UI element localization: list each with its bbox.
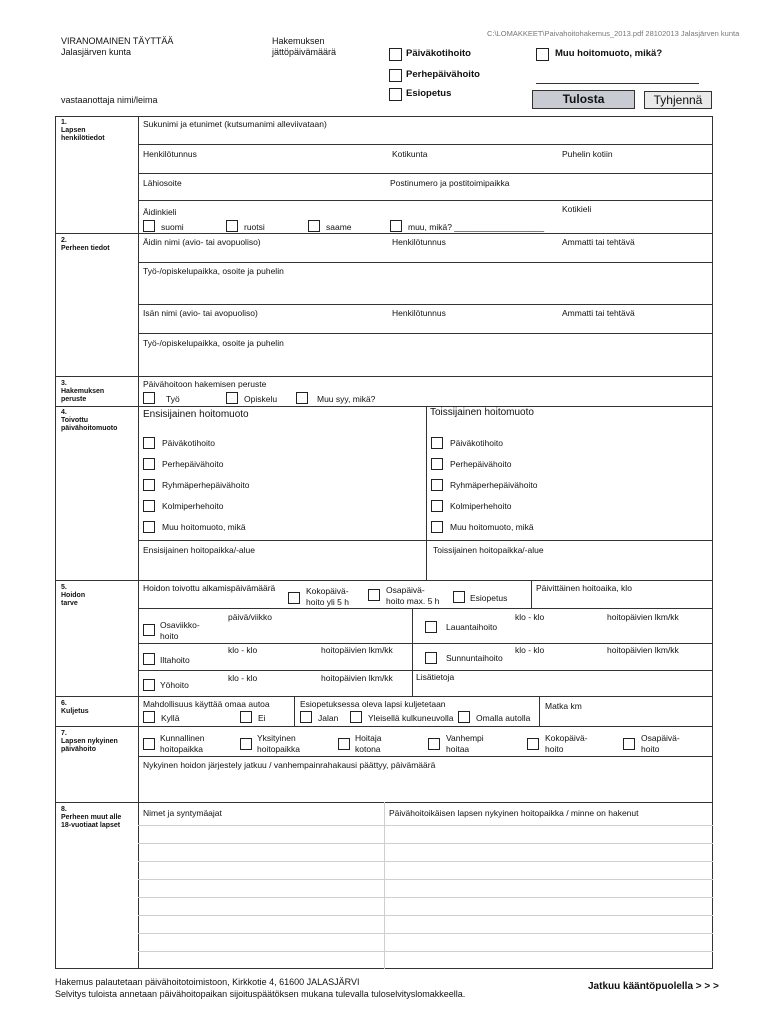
section-5-number: 5. xyxy=(61,584,67,591)
current-option-label: Kokopäivä- xyxy=(545,733,588,743)
sunday-klo-label: klo - klo xyxy=(515,645,545,655)
section-divider xyxy=(55,726,713,727)
primary-family-checkbox[interactable] xyxy=(143,458,155,470)
s5-preschool-checkbox[interactable] xyxy=(453,591,465,603)
header-family-checkbox[interactable] xyxy=(389,69,402,82)
section-3-number: 3. xyxy=(61,380,67,387)
section-6-number: 6. xyxy=(61,700,67,707)
row-line xyxy=(138,643,713,644)
section-divider xyxy=(55,233,713,234)
clear-button[interactable]: Tyhjennä xyxy=(644,91,712,109)
secondary-option-label: Päiväkotihoito xyxy=(450,438,503,448)
car-yes-checkbox[interactable] xyxy=(143,711,155,723)
siblings-row-line[interactable] xyxy=(138,951,713,952)
fullday-label-2: hoito yli 5 h xyxy=(306,597,349,607)
child-address-label: Lähiosoite xyxy=(143,178,182,188)
fullday-checkbox[interactable] xyxy=(288,592,300,604)
start-date-label: Hoidon toivottu alkamispäivämäärä xyxy=(143,583,276,593)
night-days-label: hoitopäivien lkm/kk xyxy=(321,673,393,683)
section-column-divider xyxy=(138,116,139,969)
reason-label: Päivähoitoon hakemisen peruste xyxy=(143,379,267,389)
child-postal-label: Postinumero ja postitoimipaikka xyxy=(390,178,510,188)
siblings-row-line[interactable] xyxy=(138,861,713,862)
public-transport-checkbox[interactable] xyxy=(350,711,362,723)
current-nanny-checkbox[interactable] xyxy=(338,738,350,750)
siblings-row-line[interactable] xyxy=(138,843,713,844)
section-7-title: Lapsen nykyinen päivähoito xyxy=(61,738,118,753)
section-3-title: Hakemuksen peruste xyxy=(61,388,105,403)
car-yes-label: Kyllä xyxy=(161,713,180,723)
current-option-label: Vanhempi xyxy=(446,733,484,743)
lang-finnish-label: suomi xyxy=(161,222,184,232)
child-phone-label: Puhelin kotiin xyxy=(562,149,613,159)
print-button[interactable]: Tulosta xyxy=(532,90,635,109)
primary-three-family-checkbox[interactable] xyxy=(143,500,155,512)
siblings-row-line[interactable] xyxy=(138,879,713,880)
row-line xyxy=(138,670,713,671)
row-line xyxy=(138,200,713,201)
section-8-number: 8. xyxy=(61,806,67,813)
current-option-label: hoitopaikka xyxy=(257,744,301,754)
secondary-other-checkbox[interactable] xyxy=(431,521,443,533)
child-ssn-label: Henkilötunnus xyxy=(143,149,197,159)
siblings-column-divider xyxy=(384,802,385,969)
secondary-place-label: Toissijainen hoitopaikka/-alue xyxy=(433,545,544,555)
siblings-names-label: Nimet ja syntymäajat xyxy=(143,808,222,818)
fullday-label-1: Kokopäivä- xyxy=(306,586,349,596)
file-path-text: C:\LOMAKKEET\Paivahoitohakemus_2013.pdf 28102013 Jalasjärven kunta xyxy=(487,29,740,38)
partday-checkbox[interactable] xyxy=(368,589,380,601)
row-line xyxy=(138,144,713,145)
primary-option-label: Päiväkotihoito xyxy=(162,438,215,448)
distance-label: Matka km xyxy=(545,701,582,711)
current-parent-checkbox[interactable] xyxy=(428,738,440,750)
secondary-group-family-checkbox[interactable] xyxy=(431,479,443,491)
primary-group-family-checkbox[interactable] xyxy=(143,479,155,491)
row-line xyxy=(138,540,713,541)
secondary-option-label: Muu hoitomuoto, mikä xyxy=(450,522,534,532)
receiver-label: vastaanottaja nimi/leima xyxy=(61,95,158,105)
own-car-label: Mahdollisuus käyttää omaa autoa xyxy=(143,699,270,709)
own-car-checkbox[interactable] xyxy=(458,711,470,723)
primary-other-checkbox[interactable] xyxy=(143,521,155,533)
evening-checkbox[interactable] xyxy=(143,653,155,665)
section-4-title: Toivottu päivähoitomuoto xyxy=(61,417,118,432)
car-no-checkbox[interactable] xyxy=(240,711,252,723)
section-2-number: 2. xyxy=(61,237,67,244)
row-line xyxy=(138,304,713,305)
father-ssn-label: Henkilötunnus xyxy=(392,308,446,318)
evening-label: Iltahoito xyxy=(160,655,190,665)
section-1-number: 1. xyxy=(61,119,67,126)
reason-other-checkbox[interactable] xyxy=(296,392,308,404)
reason-other-label: Muu syy, mikä? xyxy=(317,394,376,404)
preschool-transport-label: Esiopetuksessa oleva lapsi kuljetetaan xyxy=(300,699,446,709)
sunday-days-label: hoitopäivien lkm/kk xyxy=(607,645,679,655)
cell-divider xyxy=(531,580,532,608)
header-daycare-label: Päiväkotihoito xyxy=(406,48,471,59)
secondary-family-checkbox[interactable] xyxy=(431,458,443,470)
header-other-checkbox[interactable] xyxy=(536,48,549,61)
section-2-title: Perheen tiedot xyxy=(61,245,110,252)
current-option-label: Yksityinen xyxy=(257,733,296,743)
daily-time-label: Päivittäinen hoitoaika, klo xyxy=(536,583,632,593)
current-option-label: kotona xyxy=(355,744,381,754)
section-4-number: 4. xyxy=(61,409,67,416)
saturday-klo-label: klo - klo xyxy=(515,612,545,622)
siblings-place-label: Päivähoitoikäisen lapsen nykyinen hoitopaikka / minne on hakenut xyxy=(389,808,639,818)
partday-label-1: Osapäivä- xyxy=(386,585,425,595)
saturday-label: Lauantaihoito xyxy=(446,622,498,632)
current-private-checkbox[interactable] xyxy=(240,738,252,750)
lang-sami-checkbox[interactable] xyxy=(308,220,320,232)
section-8-title: Perheen muut alle 18-vuotiaat lapset xyxy=(61,814,122,829)
reason-study-label: Opiskelu xyxy=(244,394,278,404)
lang-sami-label: saame xyxy=(326,222,352,232)
header-preschool-label: Esiopetus xyxy=(406,88,452,99)
lang-other-checkbox[interactable] xyxy=(390,220,402,232)
night-klo-label: klo - klo xyxy=(228,673,258,683)
section-divider xyxy=(55,406,713,407)
current-option-label: Osapäivä- xyxy=(641,733,680,743)
reason-study-checkbox[interactable] xyxy=(226,392,238,404)
authority-title: VIRANOMAINEN TÄYTTÄÄ xyxy=(61,36,174,46)
footer-income-note: Selvitys tuloista annetaan päivähoitopaikan sijoituspäätöksen mukana tulevalla tuloselvityslomakkeella. xyxy=(55,989,466,999)
current-continues-label: Nykyinen hoidon järjestely jatkuu / vanhempainrahakausi päättyy, päivämäärä xyxy=(143,760,436,770)
header-daycare-checkbox[interactable] xyxy=(389,48,402,61)
current-option-label: Kunnallinen xyxy=(160,733,205,743)
siblings-row-line[interactable] xyxy=(138,933,713,934)
siblings-row-line[interactable] xyxy=(138,897,713,898)
lang-swedish-label: ruotsi xyxy=(244,222,265,232)
secondary-three-family-checkbox[interactable] xyxy=(431,500,443,512)
lang-swedish-checkbox[interactable] xyxy=(226,220,238,232)
days-week-label: päivä/viikko xyxy=(228,612,272,622)
secondary-daycare-checkbox[interactable] xyxy=(431,437,443,449)
lang-finnish-checkbox[interactable] xyxy=(143,220,155,232)
row-line xyxy=(138,333,713,334)
section-1-title: Lapsen henkilötiedot xyxy=(61,127,105,142)
lang-other-label: muu, mikä? ___________________ xyxy=(408,222,545,232)
mother-name-label: Äidin nimi (avio- tai avopuoliso) xyxy=(143,237,261,247)
father-occupation-label: Ammatti tai tehtävä xyxy=(562,308,635,318)
saturday-days-label: hoitopäivien lkm/kk xyxy=(607,612,679,622)
section-divider xyxy=(55,696,713,697)
public-transport-label: Yleisellä kulkuneuvolla xyxy=(368,713,454,723)
night-label: Yöhoito xyxy=(160,680,189,690)
current-option-label: hoitaa xyxy=(446,744,470,754)
footer-return-address: Hakemus palautetaan päivähoitotoimistoon, Kirkkotie 4, 61600 JALASJÄRVI xyxy=(55,977,360,987)
primary-option-label: Kolmiperhehoito xyxy=(162,501,224,511)
walk-checkbox[interactable] xyxy=(300,711,312,723)
own-car-option-label: Omalla autolla xyxy=(476,713,531,723)
evening-days-label: hoitopäivien lkm/kk xyxy=(321,645,393,655)
current-option-label: hoito xyxy=(545,744,564,754)
mother-work-label: Työ-/opiskelupaikka, osoite ja puhelin xyxy=(143,266,284,276)
section-6-title: Kuljetus xyxy=(61,708,89,715)
current-partday-checkbox[interactable] xyxy=(623,738,635,750)
sunday-checkbox[interactable] xyxy=(425,652,437,664)
current-fullday-checkbox[interactable] xyxy=(527,738,539,750)
other-answer-line[interactable] xyxy=(536,83,699,84)
saturday-checkbox[interactable] xyxy=(425,621,437,633)
continues-overleaf-text: Jatkuu kääntöpuolella > > > xyxy=(588,981,719,992)
submit-date-label-2: jättöpäivämäärä xyxy=(272,47,337,57)
partweek-checkbox[interactable] xyxy=(143,624,155,636)
walk-label: Jalan xyxy=(318,713,339,723)
sunday-label: Sunnuntaihoito xyxy=(446,653,503,663)
siblings-row-line[interactable] xyxy=(138,915,713,916)
car-no-label: Ei xyxy=(258,713,266,723)
father-name-label: Isän nimi (avio- tai avopuoliso) xyxy=(143,308,258,318)
primary-option-label: Perhepäivähoito xyxy=(162,459,224,469)
child-home-label: Kotikunta xyxy=(392,149,428,159)
evening-klo-label: klo - klo xyxy=(228,645,258,655)
extra-info-label: Lisätietoja xyxy=(416,672,455,682)
primary-place-label: Ensisijainen hoitopaikka/-alue xyxy=(143,545,255,555)
submit-date-label-1: Hakemuksen xyxy=(272,36,325,46)
row-line xyxy=(138,262,713,263)
mother-occupation-label: Ammatti tai tehtävä xyxy=(562,237,635,247)
current-option-label: hoito xyxy=(641,744,660,754)
section-7-number: 7. xyxy=(61,730,67,737)
authority-municipality: Jalasjärven kunta xyxy=(61,47,132,57)
primary-type-title: Ensisijainen hoitomuoto xyxy=(143,409,249,420)
primary-option-label: Ryhmäperhepäivähoito xyxy=(162,480,250,490)
row-line xyxy=(138,173,713,174)
cell-divider xyxy=(539,696,540,726)
reason-work-label: Työ xyxy=(166,394,180,404)
section-divider xyxy=(55,580,713,581)
s5-preschool-label: Esiopetus xyxy=(470,593,508,603)
row-line xyxy=(138,608,713,609)
home-language-label: Kotikieli xyxy=(562,204,592,214)
cell-divider xyxy=(412,608,413,696)
mother-ssn-label: Henkilötunnus xyxy=(392,237,446,247)
header-family-label: Perhepäivähoito xyxy=(406,69,480,80)
header-other-label: Muu hoitomuoto, mikä? xyxy=(555,48,663,59)
secondary-type-title: Toissijainen hoitomuoto xyxy=(430,407,534,418)
section-5-title: Hoidon tarve xyxy=(61,592,86,607)
secondary-option-label: Perhepäivähoito xyxy=(450,459,512,469)
current-option-label: hoitopaikka xyxy=(160,744,204,754)
header-preschool-checkbox[interactable] xyxy=(389,88,402,101)
reason-work-checkbox[interactable] xyxy=(143,392,155,404)
primary-daycare-checkbox[interactable] xyxy=(143,437,155,449)
partday-label-2: hoito max. 5 h xyxy=(386,596,440,606)
secondary-option-label: Ryhmäperhepäivähoito xyxy=(450,480,538,490)
child-name-label: Sukunimi ja etunimet (kutsumanimi alleviivataan) xyxy=(143,119,327,129)
row-line xyxy=(138,756,713,757)
father-work-label: Työ-/opiskelupaikka, osoite ja puhelin xyxy=(143,338,284,348)
section-divider xyxy=(55,376,713,377)
partweek-label-1: Osaviikko- xyxy=(160,620,200,630)
section-4-divider xyxy=(426,406,427,580)
siblings-row-line[interactable] xyxy=(138,825,713,826)
partweek-label-2: hoito xyxy=(160,631,179,641)
secondary-option-label: Kolmiperhehoito xyxy=(450,501,512,511)
current-option-label: Hoitaja xyxy=(355,733,382,743)
night-checkbox[interactable] xyxy=(143,679,155,691)
primary-option-label: Muu hoitomuoto, mikä xyxy=(162,522,246,532)
cell-divider xyxy=(294,696,295,726)
current-municipal-checkbox[interactable] xyxy=(143,738,155,750)
mother-tongue-label: Äidinkieli xyxy=(143,207,177,217)
